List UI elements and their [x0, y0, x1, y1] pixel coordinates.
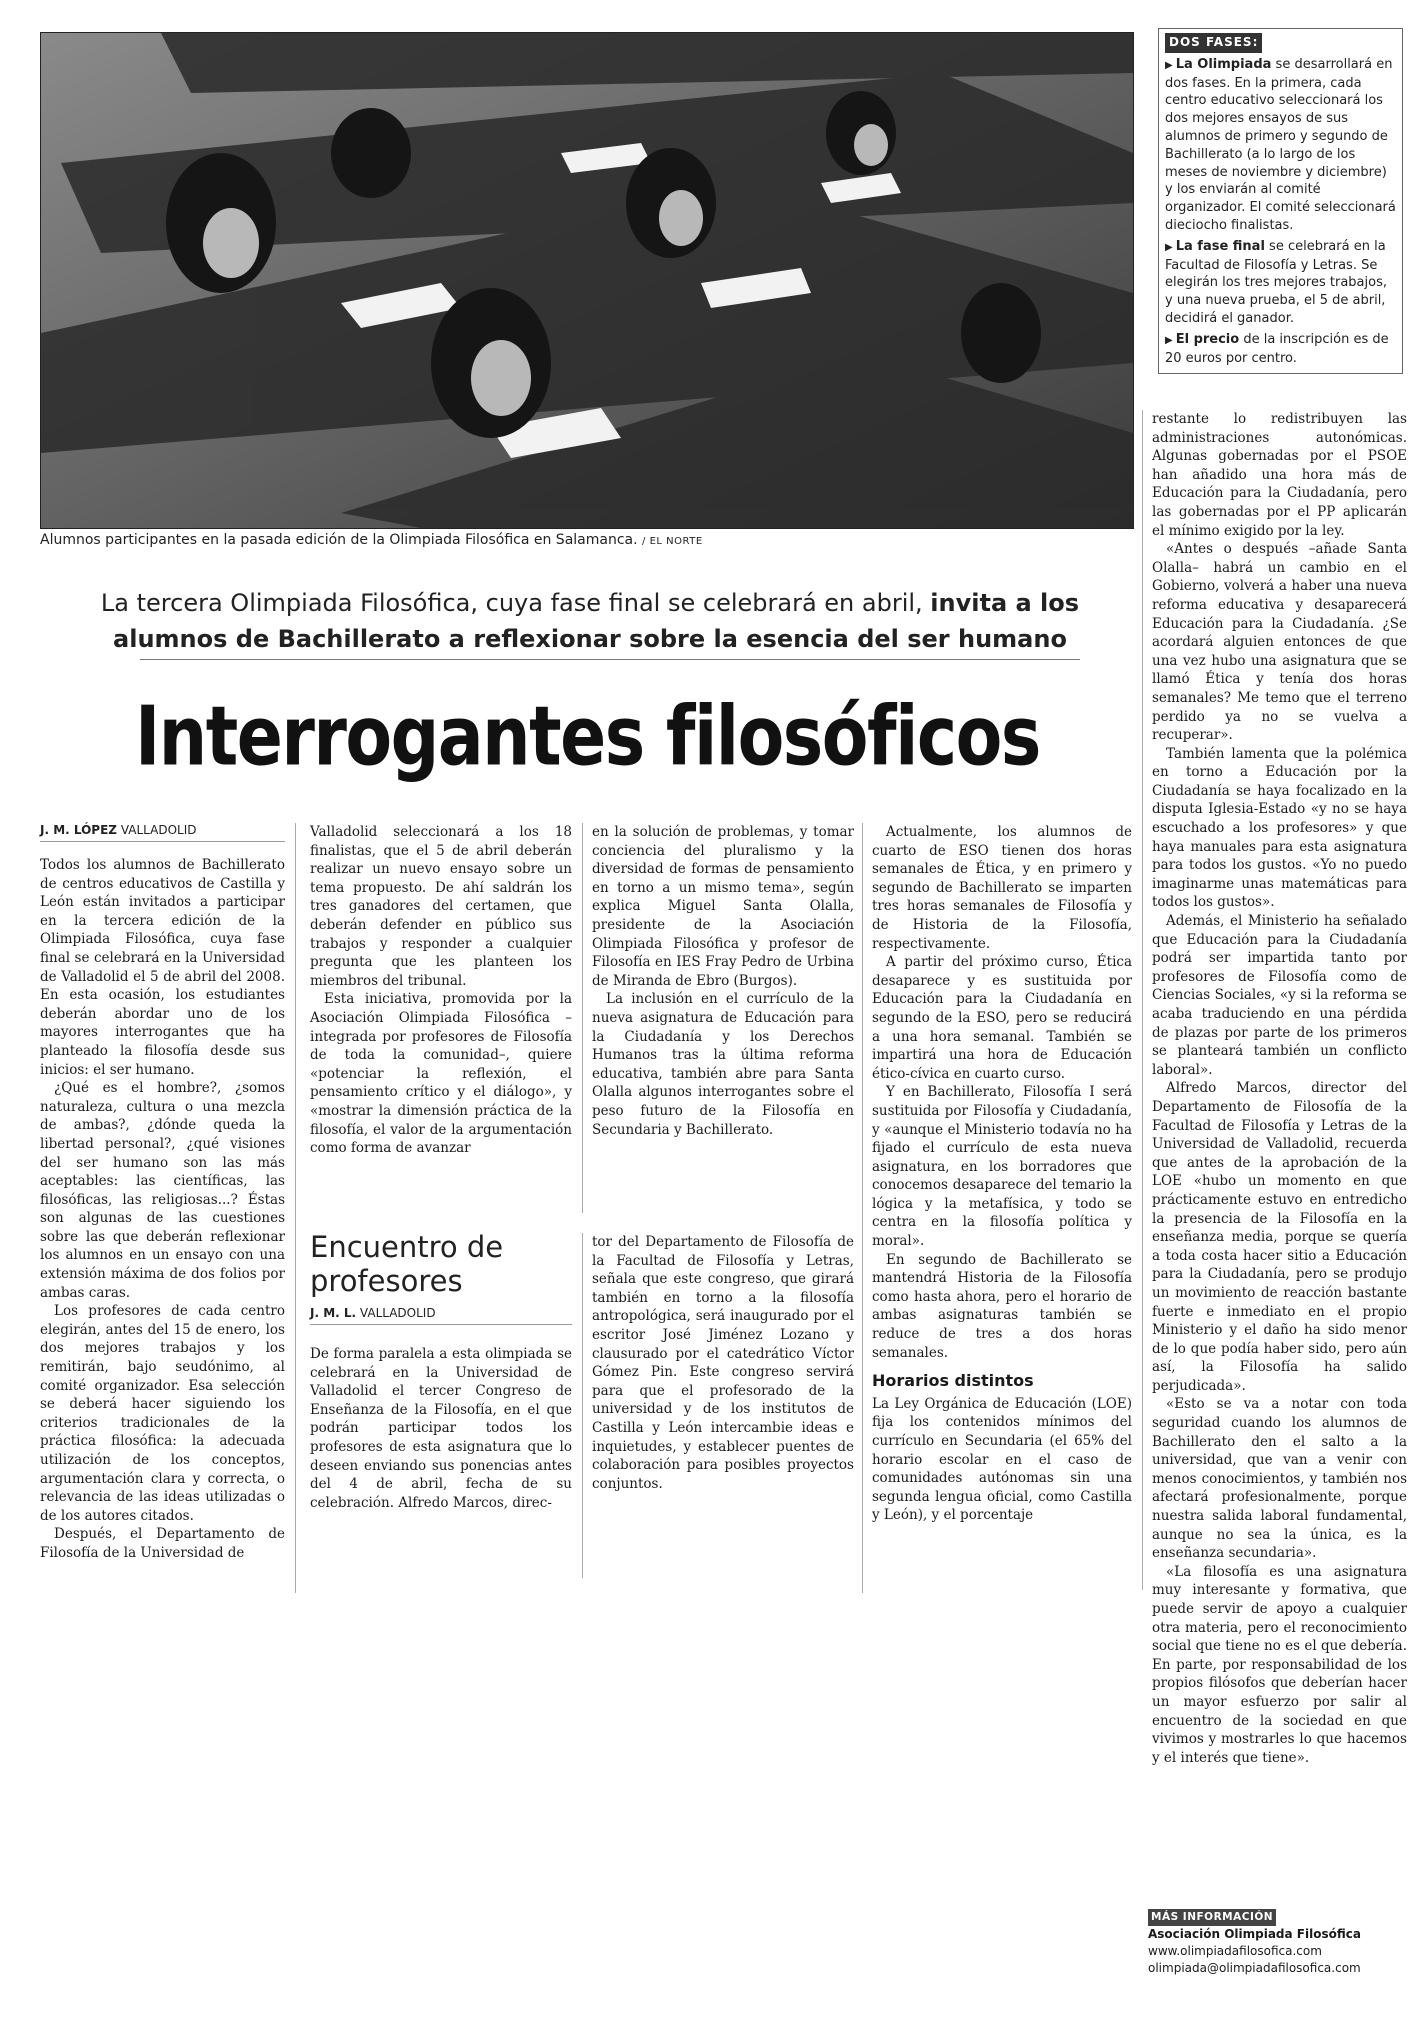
paragraph: Después, el Departamento de Filosofía de la Universidad de [40, 1526, 285, 1561]
column-divider [295, 823, 296, 1593]
paragraph: Valladolid seleccionará a los 18 finalistas, que el 5 de abril deberán realizar un nuevo ensayo sobre un tema propuesto. De ahí saldrán los tres ganadores del certamen, que deberán defender en público sus trabajos y responder a cualquier pregunta que les planteen los miembros del tribunal. [310, 824, 572, 989]
paragraph: en la solución de problemas, y tomar conciencia del pluralismo y la diversidad de formas de pensamiento en torno a un mismo tema», según explica Miguel Santa Olalla, presidente de la Asociación Olimpiada Filosófica y profesor de Filosofía en IES Fray Pedro de Urbina de Miranda de Ebro (Burgos). [592, 824, 854, 989]
box-byline [310, 1306, 572, 1325]
paragraph: ¿Qué es el hombre?, ¿somos naturaleza, cultura o una mezcla de ambas?, ¿dónde queda la libertad personal?, ¿qué visiones del ser humano son las más aceptables: las científicas, las filosóficas, las religiosas...? Éstas son algunas de las cuestiones sobre las que deberán reflexionar los alumnos en un ensayo con una extensión máxima de dos folios por ambas caras. [40, 1080, 285, 1301]
more-info-email-link[interactable]: olimpiada@olimpiadafilosofica.com [1148, 1961, 1361, 1975]
deck-bold-2: alumnos de Bachillerato a reflexionar sobre la esencia del ser humano [113, 625, 1067, 653]
column-2 [310, 823, 572, 1158]
paragraph: Todos los alumnos de Bachillerato de centros educativos de Castilla y León están invitados a participar en la tercera edición de la Olimpiada Filosófica, cuya fase final se celebrará en la Universidad de Valladolid el 5 de abril del 2008. En esta ocasión, los estudiantes deberán abordar uno de los mayores interrogantes que ha planteado la filosofía desde sus inicios: el ser humano. [40, 857, 285, 1078]
paragraph: tor del Departamento de Filosofía de la Facultad de Filosofía y Letras, señala que este congreso, que girará también en torno a la filosofía antropológica, será inaugurado por el escritor José Jiménez Lozano y clausurado por el catedrático Víctor Gómez Pin. Este congreso servirá para que el profesorado de la universidad y de los institutos de Castilla y León intercambie ideas e inquietudes, y establecer puentes de colaboración para posibles proyectos conjuntos. [592, 1234, 854, 1492]
more-info-org: Asociación Olimpiada Filosófica [1148, 1927, 1361, 1941]
byline [40, 823, 285, 842]
article-photo [40, 32, 1134, 529]
box-byline-place: VALLADOLID [359, 1306, 436, 1320]
sidebar-item-lead: La fase final [1175, 238, 1265, 254]
paragraph: restante lo redistribuyen las administraciones autonómicas. Algunas gobernadas por el PSOE han añadido una hora más de Educación para la Ciudadanía, pero las gobernadas por el PP aplicarán el mínimo exigido por la ley. [1152, 411, 1407, 539]
sidebar-title: DOS FASES: [1165, 33, 1262, 53]
paragraph: Además, el Ministerio ha señalado que Educación para la Ciudadanía podrá ser impartida tanto por profesores de Filosofía como de Ciencias Sociales, «y si la reforma se acaba traduciendo en una pérdida de plazas por parte de los primeros se planteará también un conflicto laboral». [1152, 913, 1407, 1078]
sidebar-item-text: de la inscripción es de 20 euros por centro. [1165, 331, 1389, 366]
paragraph: Alfredo Marcos, director del Departamento de Filosofía de la Facultad de Filosofía y Letras de la Universidad de Valladolid, recuerda que antes de la aprobación de la LOE «hubo un momento en que prácticamente estuvo en entredicho la presencia de la Filosofía en la enseñanza media, porque se quería a toda costa hacer sitio a Educación para la Ciudadanía, pero se produjo un movimiento de reacción bastante fuerte e inmediato en el propio Ministerio y el daño ha sido menor de lo que podía haber sido, pero aún así, la Filosofía ha salido perjudicada». [1152, 1080, 1407, 1394]
headline: Interrogantes filosóficos [135, 690, 1040, 785]
box-column-a [310, 1345, 572, 1512]
column-divider [582, 823, 583, 1213]
subhead-horarios: Horarios distintos [872, 1371, 1034, 1391]
sidebar-item [1165, 238, 1396, 328]
more-info-website-link[interactable]: www.olimpiadafilosofica.com [1148, 1944, 1322, 1958]
sidebar-item [1165, 56, 1396, 235]
sidebar-item-text: se desarrollará en dos fases. En la primera, cada centro educativo seleccionará los dos mejores ensayos de sus alumnos de primero y segundo de Bachillerato (a lo largo de los meses de noviembre y diciembre) y los enviarán al comité organizador. El comité seleccionará dieciocho finalistas. [1165, 56, 1396, 233]
paragraph: Y en Bachillerato, Filosofía I será sustituida por Filosofía y Ciudadanía, y «aunque el Ministerio todavía no ha fijado el currículo de esta nueva asignatura, en los borradores que conocemos desaparece del temario la lógica y la metafísica, y todo se centra en la filosofía política y moral». [872, 1084, 1132, 1250]
box-title-line-1: Encuentro de [310, 1230, 504, 1264]
deck-divider [140, 659, 1080, 660]
sidebar-item-lead: La Olimpiada [1175, 56, 1272, 72]
box-column-b [592, 1233, 854, 1493]
paragraph: La Ley Orgánica de Educación (LOE) fija los contenidos mínimos del currículo en Secundaria (el 65% del horario escolar en el caso de comunidades autónomas sin una segunda lengua oficial, como Castilla y León), y el porcentaje [872, 1395, 1132, 1524]
triangle-bullet-icon: ▶ [1165, 241, 1173, 253]
column-5 [1152, 410, 1407, 1767]
caption-text: Alumnos participantes en la pasada edición de la Olimpiada Filosófica en Salamanca. [40, 532, 638, 548]
column-4 [872, 823, 1132, 1525]
triangle-bullet-icon: ▶ [1165, 59, 1173, 71]
more-info [1148, 1908, 1408, 1977]
sidebar-item-lead: El precio [1175, 331, 1240, 347]
column-1 [40, 823, 285, 1563]
paragraph: A partir del próximo curso, Ética desaparece y es sustituida por Educación para la Ciudadanía en segundo de la ESO, pero se reducirá a una hora semanal. También se impartirá una hora de Educación ético-cívica en cuarto curso. [872, 954, 1132, 1082]
sidebar-item [1165, 331, 1396, 368]
column-divider [1142, 410, 1143, 1590]
photo-caption [40, 532, 1132, 548]
column-3 [592, 823, 854, 1139]
column-divider [862, 823, 863, 1593]
deck-bold-1: invita a los [930, 589, 1080, 617]
sidebar-dos-fases [1158, 28, 1403, 374]
column-1-text [40, 856, 285, 1563]
box-byline-author: J. M. L. [310, 1306, 357, 1320]
deck-plain: La tercera Olimpiada Filosófica, cuya fase final se celebrará en abril, [100, 589, 923, 617]
more-info-title: MÁS INFORMACIÓN [1148, 1909, 1276, 1926]
paragraph: «Esto se va a notar con toda seguridad cuando los alumnos de Bachillerato den el salto a la universidad, que van a venir con menos conocimientos, y también nos afectará profesionalmente, porque nuestra salida laboral fundamental, aunque no sea la única, es la enseñanza secundaria». [1152, 1396, 1407, 1562]
paragraph: Los profesores de cada centro elegirán, antes del 15 de enero, los dos mejores trabajos y los remitirán, bajo seudónimo, al comité organizador. Esa selección se deberá hacer siguiendo los criterios tradicionales de la práctica filosófica: la adecuada utilización de los conceptos, argumentación clara y correcta, o relevancia de las ideas utilizadas o de los autores citados. [40, 1303, 285, 1524]
paragraph: Actualmente, los alumnos de cuarto de ESO tienen dos horas semanales de Ética, y en primero y segundo de Bachillerato se imparten tres horas semanales de Filosofía y de Historia de la Filosofía, respectivamente. [872, 824, 1132, 952]
paragraph: La inclusión en el currículo de la nueva asignatura de Educación para la Ciudadanía y los Derechos Humanos tras la última reforma educativa, también abre para Santa Olalla algunos interrogantes sobre el peso futuro de la Filosofía en Secundaria y Bachillerato. [592, 991, 854, 1138]
box-title-line-2: profesores [310, 1264, 463, 1298]
sidebar-item-text: se celebrará en la Facultad de Filosofía y Letras. Se elegirán los tres mejores trabajos, y una nueva prueba, el 5 de abril, decidirá el ganador. [1165, 238, 1387, 326]
paragraph: De forma paralela a esta olimpiada se celebrará en la Universidad de Valladolid el tercer Congreso de Enseñanza de la Filosofía, en el que podrán participar todos los profesores de esta asignatura que lo deseen enviando sus ponencias antes del 4 de abril, fecha de su celebración. Alfredo Marcos, direc- [310, 1346, 572, 1511]
photo-credit: / EL NORTE [642, 536, 703, 547]
paragraph: «Antes o después –añade Santa Olalla– habrá un cambio en el Gobierno, volverá a haber una nueva reforma educativa y desaparecerá Educación para la Ciudadanía. ¿Se acordará alguien entonces de que una vez hubo una asignatura que se llamó Ética y tenía dos horas semanales? Me temo que el terreno perdido ya no se vuelva a recuperar». [1152, 541, 1407, 744]
paragraph: Esta iniciativa, promovida por la Asociación Olimpiada Filosófica –integrada por profesores de Filosofía de toda la comunidad–, quiere «potenciar la reflexión, el pensamiento crítico y el diálogo», y «mostrar la dimensión práctica de la filosofía, el valor de la argumentación como forma de avanzar [310, 991, 572, 1157]
column-divider [582, 1233, 583, 1578]
byline-place: VALLADOLID [120, 823, 197, 837]
paragraph: También lamenta que la polémica en torno a Educación por la Ciudadanía se haya focalizado en la disputa Iglesia-Estado «y no se haya escuchado a los profesores» y que haya manuales para esta asignatura para todos los gustos. «Yo no puedo imaginarme unas matemáticas para todos los gustos». [1152, 745, 1407, 911]
paragraph: En segundo de Bachillerato se mantendrá Historia de la Filosofía como hasta ahora, pero el horario de ambas asignaturas también se reduce de tres a dos horas semanales. [872, 1251, 1132, 1361]
byline-author: J. M. LÓPEZ [40, 823, 117, 837]
triangle-bullet-icon: ▶ [1165, 334, 1173, 346]
paragraph: «La filosofía es una asignatura muy interesante y formativa, que puede servir de apoyo a cualquier otra materia, pero el reconocimiento social que tiene no es el que debería. En parte, por responsabilidad de los propios filósofos que deberían hacer un mayor esfuerzo por salir al encuentro de la sociedad en que vivimos y mostrarles lo que hacemos y el interés que tiene». [1152, 1563, 1407, 1766]
deck-subtitle [60, 585, 1120, 657]
